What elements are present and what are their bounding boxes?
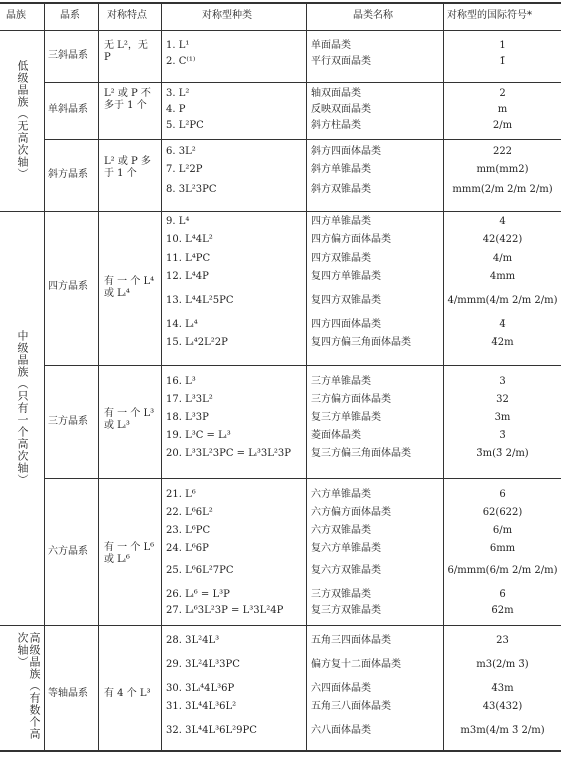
symmetry-type: 6. 3L² — [166, 146, 196, 157]
family-rule — [0, 211, 561, 212]
table-bottom-rule — [0, 750, 561, 752]
crystal-class-name: 五角三四面体晶类 — [311, 635, 391, 646]
col-rule — [161, 2, 162, 752]
header-cell: 对称型的国际符号* — [447, 10, 532, 21]
crystal-class-name: 六方双锥晶类 — [311, 525, 371, 536]
international-symbol: 4̄3m — [491, 683, 514, 694]
system-name: 四方晶系 — [48, 281, 88, 292]
symmetry-type: 14. Lᵢ⁴ — [166, 319, 198, 330]
international-symbol: 23 — [496, 635, 509, 646]
symmetry-type: 17. L³3L² — [166, 394, 213, 405]
international-symbol: 62(622) — [482, 507, 523, 518]
symmetry-type: 15. Lᵢ⁴2L²2P — [166, 337, 228, 348]
international-symbol: 1 — [499, 40, 506, 51]
international-symbol: 4/m — [492, 253, 513, 264]
crystal-class-name: 复三方双锥晶类 — [311, 605, 381, 616]
international-symbol: 6̄2m — [491, 605, 514, 616]
international-symbol: 3 — [499, 376, 506, 387]
system-name: 三斜晶系 — [48, 50, 88, 61]
crystal-class-name: 六方单锥晶类 — [311, 489, 371, 500]
header-cell: 晶族 — [6, 10, 26, 21]
crystal-class-name: 复四方双锥晶类 — [311, 295, 381, 306]
crystal-class-name: 三方偏方面体晶类 — [311, 394, 391, 405]
crystal-class-name: 四方偏方面体晶类 — [311, 234, 391, 245]
system-feature: 有 4 个 L³ — [104, 688, 151, 699]
crystal-family-low: 低级晶族（无高次轴） — [16, 60, 29, 180]
symmetry-type: 16. L³ — [166, 376, 196, 387]
symmetry-type: 1. L¹ — [166, 40, 190, 51]
system-name: 六方晶系 — [48, 546, 88, 557]
header-rule — [0, 30, 561, 31]
system-name: 单斜晶系 — [48, 104, 88, 115]
crystal-class-name: 斜方双锥晶类 — [311, 184, 371, 195]
crystal-class-name: 斜方四面体晶类 — [311, 146, 381, 157]
international-symbol: 1̄ — [499, 56, 506, 67]
crystal-class-name: 菱面体晶类 — [311, 430, 361, 441]
crystal-class-name: 六方偏方面体晶类 — [311, 507, 391, 518]
international-symbol: 6/mmm(6/m 2/m 2/m) — [447, 565, 558, 576]
header-cell: 晶系 — [60, 10, 80, 21]
international-symbol: 2 — [499, 88, 506, 99]
family-rule — [0, 625, 561, 626]
row-rule — [44, 82, 561, 83]
symmetry-type: 31. 3L⁴4L³6L² — [166, 701, 237, 712]
system-feature: 有 一 个 L³ 或 Lᵢ³ — [104, 408, 155, 431]
symmetry-type: 23. L⁶PC — [166, 525, 211, 536]
international-symbol: 222 — [492, 146, 513, 157]
international-symbol: 4̄ — [499, 319, 506, 330]
symmetry-type: 32. 3L⁴4L³6L²9PC — [166, 725, 257, 736]
international-symbol: 32 — [496, 394, 509, 405]
crystal-class-name: 斜方柱晶类 — [311, 120, 361, 131]
crystal-class-name: 复六方双锥晶类 — [311, 565, 381, 576]
crystal-class-name: 轴双面晶类 — [311, 88, 361, 99]
symmetry-type: 30. 3Lᵢ⁴4L³6P — [166, 683, 235, 694]
system-name: 等轴晶系 — [48, 688, 88, 699]
international-symbol: mm(mm2) — [476, 164, 529, 175]
row-rule — [44, 365, 561, 366]
symmetry-type: 5. L²PC — [166, 120, 204, 131]
international-symbol: 42(422) — [482, 234, 523, 245]
crystal-class-name: 反映双面晶类 — [311, 104, 371, 115]
system-feature: 有 一 个 L⁴ 或 Lᵢ⁴ — [104, 276, 155, 299]
crystal-class-name: 四方双锥晶类 — [311, 253, 371, 264]
crystal-class-name: 四方单锥晶类 — [311, 216, 371, 227]
symmetry-type: 19. L³C = Lᵢ³ — [166, 430, 231, 441]
crystal-class-name: 斜方单锥晶类 — [311, 164, 371, 175]
crystal-class-name: 四方四面体晶类 — [311, 319, 381, 330]
international-symbol: 6mm — [489, 543, 516, 554]
international-symbol: 4̄2m — [491, 337, 514, 348]
symmetry-type: 13. L⁴4L²5PC — [166, 295, 234, 306]
symmetry-type: 10. L⁴4L² — [166, 234, 213, 245]
table-top-rule — [0, 2, 561, 4]
international-symbol: 6 — [499, 489, 506, 500]
international-symbol: 6̄ — [499, 589, 506, 600]
symmetry-type: 8. 3L²3PC — [166, 184, 217, 195]
system-feature: L² 或 P 不多于 1 个 — [104, 88, 151, 111]
symmetry-type: 26. Lᵢ⁶ = L³P — [166, 589, 230, 600]
international-symbol: 4 — [499, 216, 506, 227]
crystal-class-name: 三方单锥晶类 — [311, 376, 371, 387]
system-name: 三方晶系 — [48, 416, 88, 427]
symmetry-type: 12. L⁴4P — [166, 271, 209, 282]
symmetry-type: 21. L⁶ — [166, 489, 196, 500]
system-feature: 无 L²，无 P — [104, 40, 148, 63]
international-symbol: 3̄m(3̄ 2/m) — [476, 448, 529, 459]
symmetry-type: 25. L⁶6L²7PC — [166, 565, 234, 576]
symmetry-type: 4. P — [166, 104, 186, 115]
symmetry-type: 27. Lᵢ⁶3L²3P = L³3L²4P — [166, 605, 284, 616]
crystal-class-name: 复六方单锥晶类 — [311, 543, 381, 554]
symmetry-type: 3. L² — [166, 88, 190, 99]
col-rule — [98, 2, 99, 752]
row-rule — [44, 478, 561, 479]
crystal-class-name: 偏方复十二面体晶类 — [311, 659, 401, 670]
system-name: 斜方晶系 — [48, 169, 88, 180]
crystal-class-name: 六四面体晶类 — [311, 683, 371, 694]
crystal-class-name: 复四方偏三角面体晶类 — [311, 337, 411, 348]
symmetry-type: 29. 3L²4L³3PC — [166, 659, 240, 670]
symmetry-type: 2. C⁽¹⁾ — [166, 56, 196, 67]
crystal-class-name: 平行双面晶类 — [311, 56, 371, 67]
row-rule — [44, 139, 561, 140]
symmetry-type: 20. L³3L²3PC = Lᵢ³3L²3P — [166, 448, 291, 459]
symmetry-type: 28. 3L²4L³ — [166, 635, 220, 646]
crystal-class-name: 三方双锥晶类 — [311, 589, 371, 600]
system-feature: 有 一 个 L⁶ 或 Lᵢ⁶ — [104, 542, 155, 565]
symmetry-type: 7. L²2P — [166, 164, 203, 175]
crystal-class-name: 五角三八面体晶类 — [311, 701, 391, 712]
crystal-class-name: 六八面体晶类 — [311, 725, 371, 736]
crystal-class-name: 复四方单锥晶类 — [311, 271, 381, 282]
col-rule — [44, 2, 45, 752]
symmetry-type: 11. L⁴PC — [166, 253, 211, 264]
header-cell: 晶类名称 — [353, 10, 393, 21]
crystal-class-name: 复三方偏三角面体晶类 — [311, 448, 411, 459]
international-symbol: 2/m — [492, 120, 513, 131]
system-feature: L² 或 P 多于 1 个 — [104, 156, 151, 179]
international-symbol: 43(432) — [482, 701, 523, 712]
col-rule — [306, 2, 307, 752]
symmetry-type: 18. L³3P — [166, 412, 209, 423]
crystal-family-mid: 中级晶族（只有一个高次轴） — [16, 330, 29, 486]
international-symbol: m3(2/m 3̄) — [476, 659, 529, 670]
crystal-class-name: 复三方单锥晶类 — [311, 412, 381, 423]
international-symbol: 4mm — [489, 271, 516, 282]
symmetry-type: 9. L⁴ — [166, 216, 190, 227]
symmetry-type: 24. L⁶6P — [166, 543, 209, 554]
international-symbol: 4/mmm(4/m 2/m 2/m) — [447, 295, 558, 306]
symmetry-type: 22. L⁶6L² — [166, 507, 213, 518]
crystal-family-high: 高级晶族（有数个高次轴） — [16, 632, 41, 740]
international-symbol: 6/m — [492, 525, 513, 536]
header-cell: 对称特点 — [107, 10, 147, 21]
international-symbol: m3m(4/m 3̄ 2/m) — [460, 725, 545, 736]
international-symbol: mmm(2/m 2/m 2/m) — [452, 184, 553, 195]
crystal-class-name: 单面晶类 — [311, 40, 351, 51]
international-symbol: 3̄ — [499, 430, 506, 441]
international-symbol: 3m — [494, 412, 511, 423]
header-cell: 对称型种类 — [202, 10, 252, 21]
international-symbol: m — [497, 104, 508, 115]
